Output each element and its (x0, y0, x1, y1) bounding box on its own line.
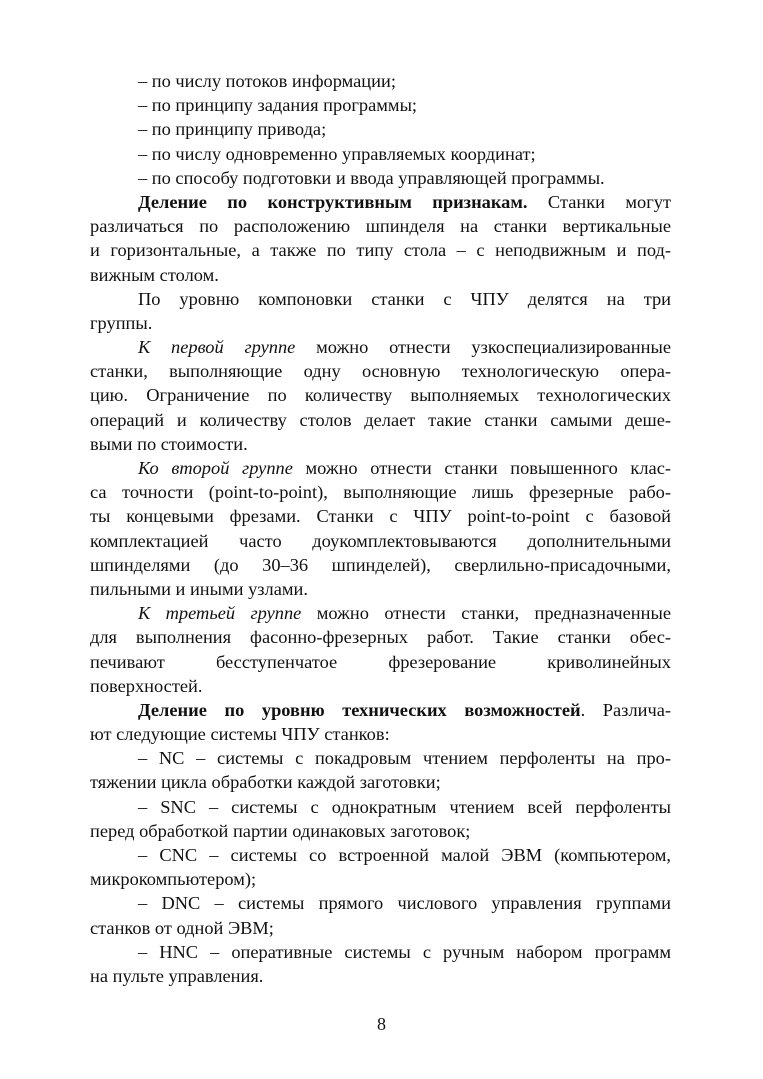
page-number: 8 (377, 1014, 386, 1034)
list-item: – SNC – системы с однократным чтением всей перфоленты (138, 796, 671, 817)
paragraph-line: Деление по уровню технических возможностей. Различа- (138, 699, 672, 720)
list-item: – по числу одновременно управляемых координат; (138, 143, 536, 164)
list-item: станков от одной ЭВМ; (90, 917, 274, 938)
body-text (90, 69, 671, 988)
paragraph-line: различаться по расположению шпинделя на станки вертикальные (90, 216, 671, 237)
list-item: микрокомпьютером); (90, 869, 257, 890)
paragraph-line: для выполнения фасонно-фрезерных работ. Такие станки обес- (90, 627, 671, 648)
paragraph-line: станки, выполняющие одну основную технологическую опера- (90, 361, 671, 382)
bold-heading: Деление по уровню технических возможностей (138, 699, 581, 720)
paragraph-line: По уровню компоновки станки с ЧПУ делятся на три (138, 288, 671, 309)
list-item: – по принципу привода; (138, 119, 327, 140)
paragraph-line: цию. Ограничение по количеству выполняемых технологических (90, 385, 671, 406)
italic-term: Ко второй группе (138, 458, 293, 478)
paragraph-line: пильными и иными узлами. (90, 578, 308, 599)
paragraph-line: К третьей группе можно отнести станки, предназначенные (138, 603, 671, 624)
list-item: – DNC – системы прямого числового управления группами (138, 893, 671, 914)
paragraph-line: шпинделями (до 30–36 шпинделей), сверлильно-присадочными, (90, 554, 671, 575)
bold-heading: Деление по конструктивным признакам. (138, 191, 528, 212)
paragraph-line: комплектацией часто доукомплектовываются дополнительными (90, 530, 671, 551)
list-item: – HNC – оперативные системы с ручным набором программ (138, 941, 671, 962)
italic-term: К третьей группе (138, 603, 302, 624)
paragraph-line: ты концевыми фрезами. Станки с ЧПУ point-to-point с базовой (90, 506, 671, 527)
list-item: – по числу потоков информации; (138, 71, 396, 91)
italic-term: К первой группе (138, 337, 296, 358)
paragraph-line: печивают бесступенчатое фрезерование криволинейных (90, 651, 671, 672)
paragraph-line: и горизонтальные, а также по типу стола – с неподвижным и под- (90, 240, 671, 261)
paragraph-line: ют следующие системы ЧПУ станков: (90, 724, 390, 745)
list-item: на пульте управления. (90, 965, 264, 986)
paragraph-line: операций и количеству столов делает такие станки самыми деше- (90, 409, 671, 430)
paragraph-line: К первой группе можно отнести узкоспециализированные (138, 337, 671, 358)
paragraph-line: Ко второй группе можно отнести станки повышенного клас- (138, 458, 671, 478)
paragraph-line: поверхностей. (90, 675, 203, 696)
paragraph-line: группы. (90, 312, 153, 333)
paragraph-line: вижным столом. (90, 264, 219, 285)
list-item: – CNC – системы со встроенной малой ЭВМ (компьютером, (138, 845, 671, 865)
list-item: тяжении цикла обработки каждой заготовки; (90, 772, 441, 793)
list-item: – NC – системы с покадровым чтением перфоленты на про- (138, 748, 671, 769)
paragraph-line: Деление по конструктивным признакам. Станки могут (138, 191, 671, 212)
list-item: – по способу подготовки и ввода управляющей программы. (138, 167, 605, 188)
list-item: перед обработкой партии одинаковых заготовок; (90, 820, 471, 841)
paragraph-line: выми по стоимости. (90, 433, 248, 454)
paragraph-line: са точности (point-to-point), выполняющие лишь фрезерные рабо- (90, 482, 671, 503)
list-item: – по принципу задания программы; (138, 95, 418, 116)
